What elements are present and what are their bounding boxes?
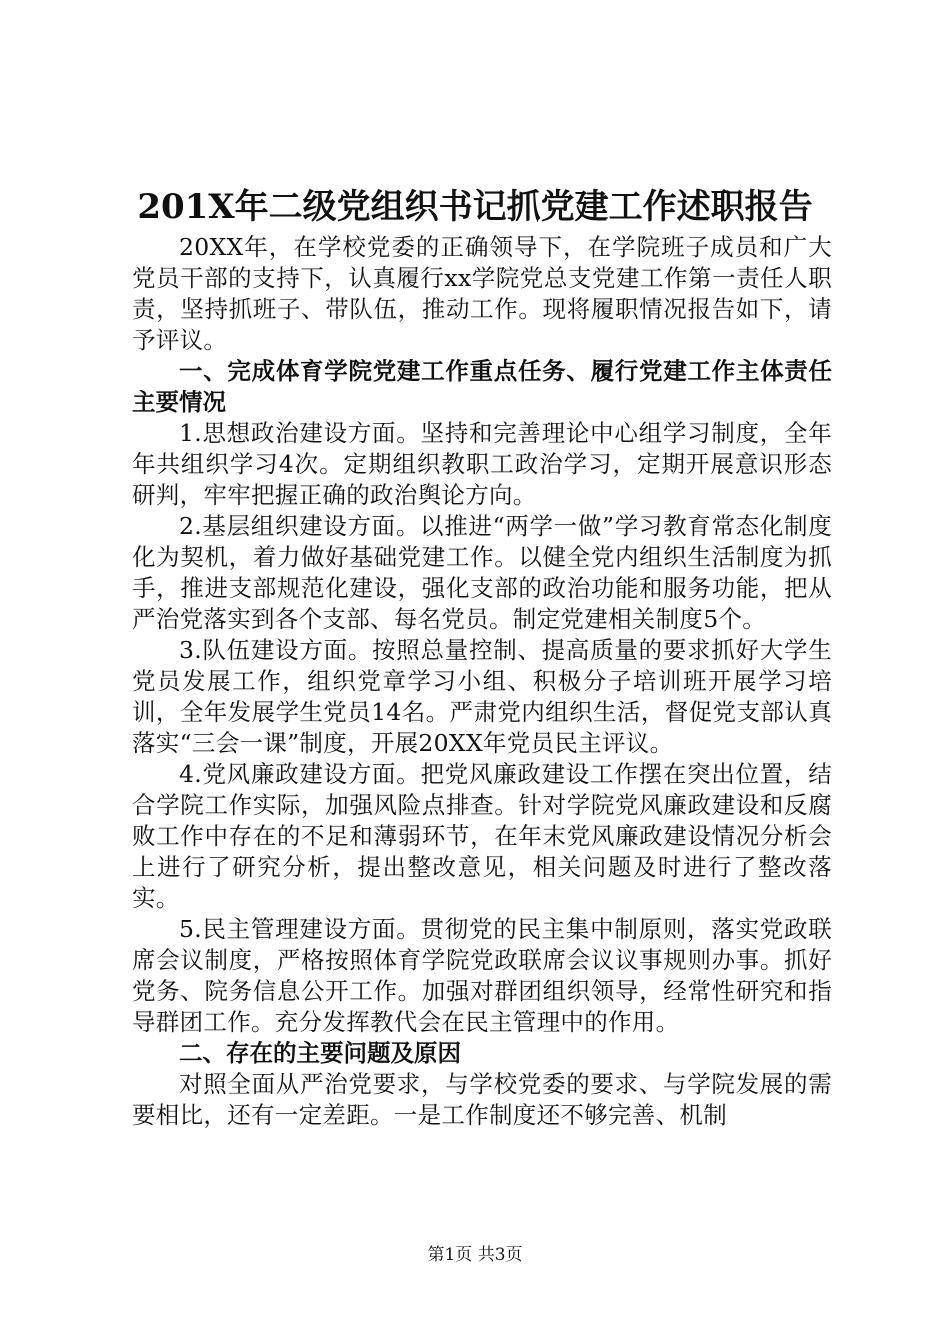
- item-4-paragraph: 4.党风廉政建设方面。把党风廉政建设工作摆在突出位置，结合学院工作实际，加强风险点排查。针对学院党风廉政建设和反腐败工作中存在的不足和薄弱环节，在年末党风廉政建设情况分析会上进行了研究分析，提出整改意见，相关问题及时进行了整改落实。: [132, 760, 832, 912]
- item-1-paragraph: 1.思想政治建设方面。坚持和完善理论中心组学习制度，全年年共组织学习4次。定期组织教职工政治学习，定期开展意识形态研判，牢牢把握正确的政治舆论方向。: [132, 419, 832, 509]
- document-title: 201X年二级党组织书记抓党建工作述职报告: [137, 187, 813, 227]
- section-2-heading: 二、存在的主要问题及原因: [179, 1039, 461, 1067]
- item-3-paragraph: 3.队伍建设方面。按照总量控制、提高质量的要求抓好大学生党员发展工作，组织党章学习小组、积极分子培训班开展学习培训，全年发展学生党员14名。严肃党内组织生活，督促党支部认真落实“三会一课”制度，开展20XX年党员民主评议。: [132, 636, 832, 757]
- document-body: [132, 232, 832, 1131]
- page-footer: 第1页 共3页: [427, 1245, 523, 1265]
- item-2-paragraph: 2.基层组织建设方面。以推进“两学一做”学习教育常态化制度化为契机，着力做好基础党建工作。以健全党内组织生活制度为抓手，推进支部规范化建设，强化支部的政治功能和服务功能，把从严治党落实到各个支部、每名党员。制定党建相关制度5个。: [132, 512, 832, 633]
- intro-paragraph: 20XX年，在学校党委的正确领导下，在学院班子成员和广大党员干部的支持下，认真履行xx学院党总支党建工作第一责任人职责，坚持抓班子、带队伍，推动工作。现将履职情况报告如下，请予评议。: [132, 233, 832, 354]
- item-5-paragraph: 5.民主管理建设方面。贯彻党的民主集中制原则，落实党政联席会议制度，严格按照体育学院党政联席会议议事规则办事。抓好党务、院务信息公开工作。加强对群团组织领导，经常性研究和指导群团工作。充分发挥教代会在民主管理中的作用。: [132, 915, 832, 1036]
- section-2-paragraph: 对照全面从严治党要求，与学校党委的要求、与学院发展的需要相比，还有一定差距。一是工作制度还不够完善、机制: [132, 1070, 832, 1129]
- section-1-heading: 一、完成体育学院党建工作重点任务、履行党建工作主体责任主要情况: [132, 357, 832, 416]
